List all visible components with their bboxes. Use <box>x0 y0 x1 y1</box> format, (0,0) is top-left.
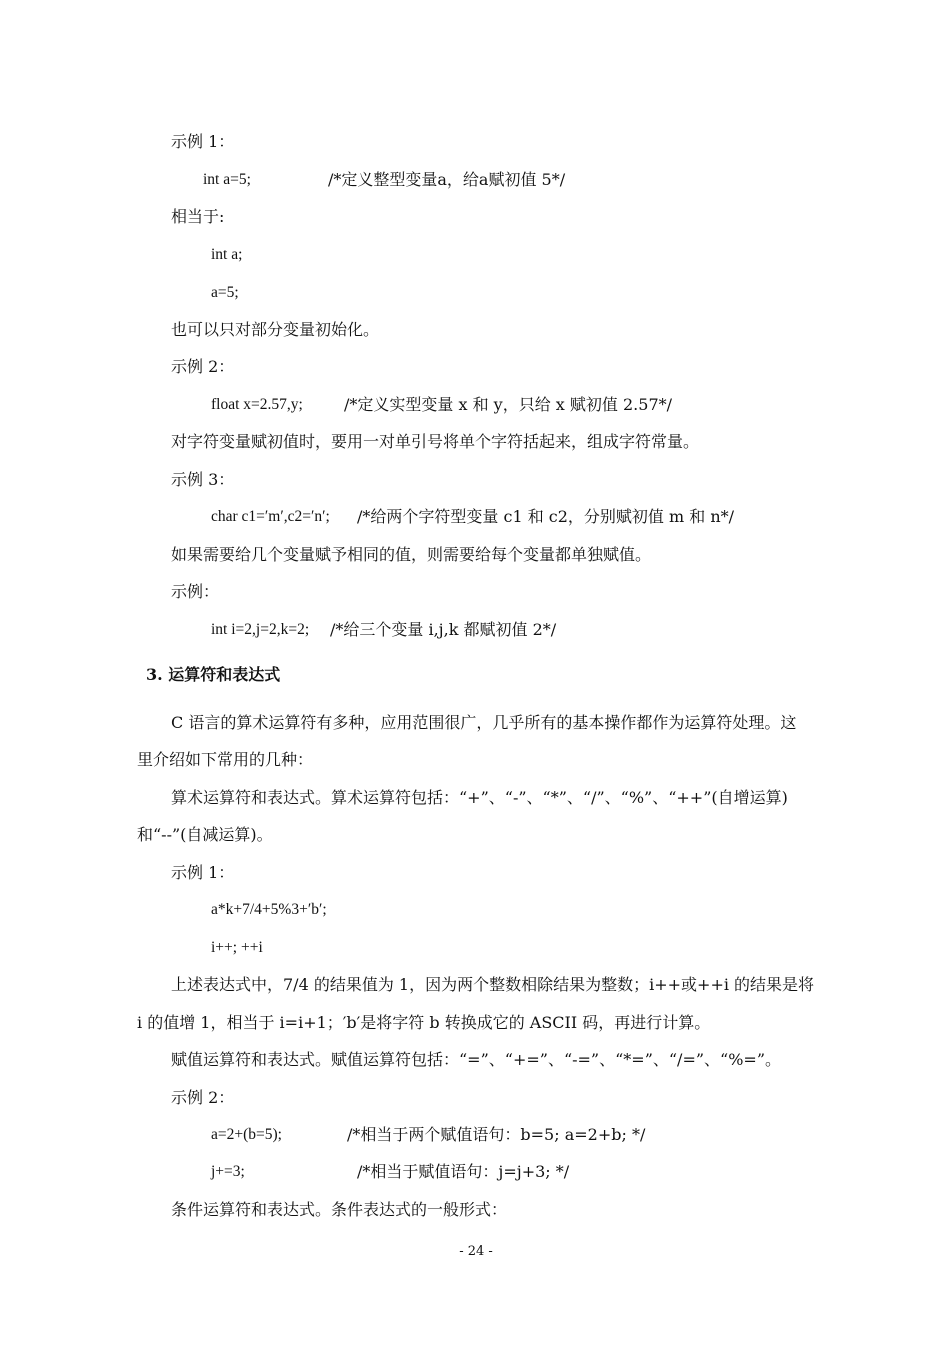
paragraph: 上述表达式中，7/4 的结果值为 1，因为两个整数相除结果为整数；i++或++i 的结果是将 <box>171 975 815 994</box>
paragraph: 算术运算符和表达式。算术运算符包括：“+”、“-”、“*”、“/”、“%”、“++”(自增运算) <box>171 788 788 807</box>
code-int-a: int a; <box>211 246 243 263</box>
example-1-label: 示例 1： <box>171 132 235 151</box>
code-assign-j: j+=3; <box>211 1163 245 1180</box>
paragraph: 赋值运算符和表达式。赋值运算符包括：“=”、“+=”、“-=”、“*=”、“/=”、“%=”。 <box>171 1050 782 1069</box>
code-comment: /*给两个字符型变量 c1 和 c2，分别赋初值 m 和 n*/ <box>357 507 735 526</box>
paragraph: C 语言的算术运算符有多种，应用范围很广，几乎所有的基本操作都作为运算符处理。这 <box>171 713 797 732</box>
code-expression: a*k+7/4+5%3+′b′; <box>211 901 327 918</box>
paragraph: 如果需要给几个变量赋予相同的值，则需要给每个变量都单独赋值。 <box>171 545 652 564</box>
paragraph: 条件运算符和表达式。条件表达式的一般形式： <box>171 1200 508 1219</box>
example-label: 示例： <box>171 582 220 601</box>
page-number: - 24 - <box>459 1244 493 1259</box>
paragraph-continued: 里介绍如下常用的几种： <box>137 750 314 769</box>
example-2-label: 示例 2： <box>171 1088 235 1107</box>
code-char: char c1=′m′,c2=′n′; <box>211 508 330 525</box>
code-comment: /*相当于两个赋值语句：b=5; a=2+b; */ <box>347 1125 646 1144</box>
paragraph-continued: i 的值增 1，相当于 i=i+1；′b′是将字符 b 转换成它的 ASCII 码，再进行计算。 <box>137 1013 711 1032</box>
code-comment: /*相当于赋值语句：j=j+3; */ <box>357 1162 570 1181</box>
code-comment: /*定义实型变量 x 和 y，只给 x 赋初值 2.57*/ <box>344 395 673 414</box>
paragraph-continued: 和“--”(自减运算)。 <box>137 825 273 844</box>
section-heading: 3. 运算符和表达式 <box>146 665 281 684</box>
code-int-ijk: int i=2,j=2,k=2; <box>211 621 310 638</box>
code-increment: i++; ++i <box>211 939 263 956</box>
example-2-label: 示例 2： <box>171 357 235 376</box>
code-comment: /*给三个变量 i,j,k 都赋初值 2*/ <box>330 620 557 639</box>
code-a-5: a=5; <box>211 284 239 301</box>
paragraph: 也可以只对部分变量初始化。 <box>171 320 380 339</box>
paragraph: 对字符变量赋初值时，要用一对单引号将单个字符括起来，组成字符常量。 <box>171 432 700 451</box>
equivalent-label: 相当于: <box>171 207 225 226</box>
code-comment: /*定义整型变量a，给a赋初值 5*/ <box>328 170 566 189</box>
code-int-a-5: int a=5; <box>203 171 251 188</box>
example-1-label: 示例 1： <box>171 863 235 882</box>
example-3-label: 示例 3： <box>171 470 235 489</box>
code-assign-a: a=2+(b=5); <box>211 1126 282 1143</box>
code-float: float x=2.57,y; <box>211 396 303 413</box>
